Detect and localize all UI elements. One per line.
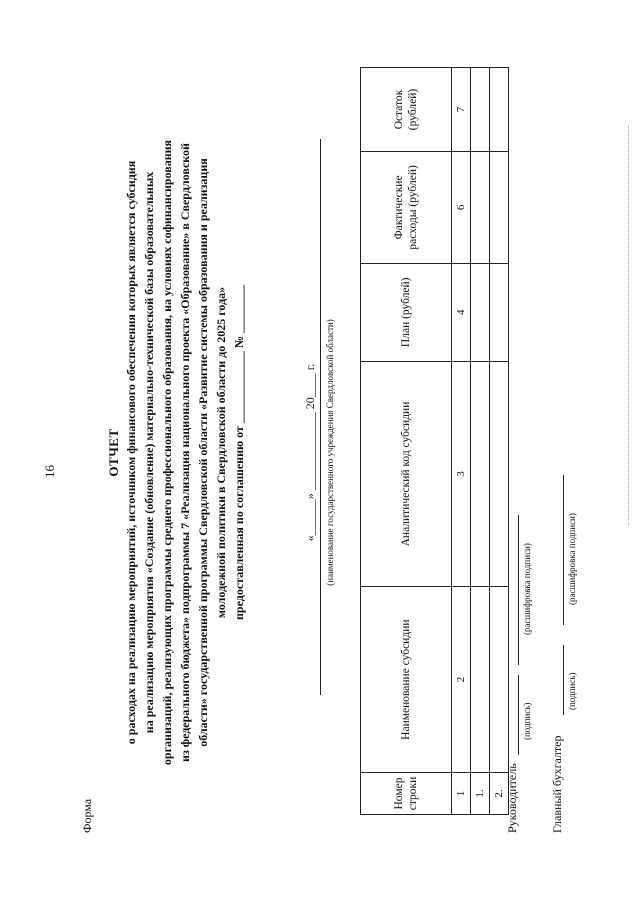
report-date-line: «______» _____________ 20____ г. (303, 363, 317, 542)
accountant-decode-caption: (расшифровка подписи) (567, 513, 577, 605)
institution-name-line (320, 139, 321, 695)
institution-caption: (наименование государственного учреждения Свердловской области) (325, 319, 335, 586)
column-number-row (452, 68, 471, 815)
accountant-signature-line (563, 645, 564, 715)
head-signature-line (518, 675, 519, 755)
page-number: 16 (42, 465, 57, 478)
table-cell (490, 361, 509, 587)
column-number: 6 (452, 151, 471, 263)
table-cell (490, 68, 509, 152)
row-number: 2. (490, 773, 509, 815)
table-cell (471, 361, 490, 587)
column-number: 2 (452, 587, 471, 773)
table-header-row (361, 68, 452, 815)
header-actual-expenses: Фактические расходы (рублей) (361, 151, 452, 263)
header-subsidy-name: Наименование субсидии (361, 587, 452, 773)
subtitle-line: из федерального бюджета» подпрограммы 7 «Реализация национального проекта «Образование» в Свердловской (178, 143, 192, 762)
table-cell (471, 263, 490, 361)
column-number: 7 (452, 68, 471, 152)
header-plan: План (рублей) (361, 263, 452, 361)
header-balance: Остаток (рублей) (361, 68, 452, 152)
subtitle-line: молодежной политики в Свердловской области до 2025 года» (214, 286, 228, 619)
subtitle-line: области» государственной программы Свердловской области «Развитие системы образования и реализация (196, 158, 210, 747)
accountant-label: Главный бухгалтер (550, 735, 564, 833)
agreement-line: предоставленная по соглашению от ____________ № ________ (232, 285, 246, 620)
subtitle-line: на реализацию мероприятия «Создание (обновление) материально-технической базы образовательных (142, 171, 156, 734)
subtitle-line: о расходах на реализацию мероприятий, источником финансового обеспечения которых является субсидия (124, 160, 138, 745)
accountant-decode-line (563, 475, 564, 625)
table-cell (471, 151, 490, 263)
header-analytic-code: Аналитический код субсидии (361, 361, 452, 587)
head-label: Руководитель (505, 763, 519, 833)
table-row (490, 68, 509, 815)
table-cell (490, 587, 509, 773)
head-sign-caption: (подпись) (522, 702, 532, 740)
head-decode-caption: (расшифровка подписи) (522, 543, 532, 635)
table-cell (490, 151, 509, 263)
table-cell (490, 263, 509, 361)
column-number: 1 (452, 773, 471, 815)
report-table (360, 67, 509, 815)
subtitle-line: организаций, реализующих программы среднего профессионального образования, на условиях софинансирования (160, 139, 174, 766)
column-number: 3 (452, 361, 471, 587)
row-number: 1. (471, 773, 490, 815)
form-label: Форма (80, 798, 94, 833)
document-title: ОТЧЕТ (106, 428, 121, 477)
column-number: 4 (452, 263, 471, 361)
table-cell (471, 587, 490, 773)
table-row (471, 68, 490, 815)
head-decode-line (518, 515, 519, 665)
header-row-number: Номер строки (361, 773, 452, 815)
table-cell (471, 68, 490, 152)
page-bottom-rule (628, 125, 629, 525)
accountant-sign-caption: (подпись) (567, 672, 577, 710)
